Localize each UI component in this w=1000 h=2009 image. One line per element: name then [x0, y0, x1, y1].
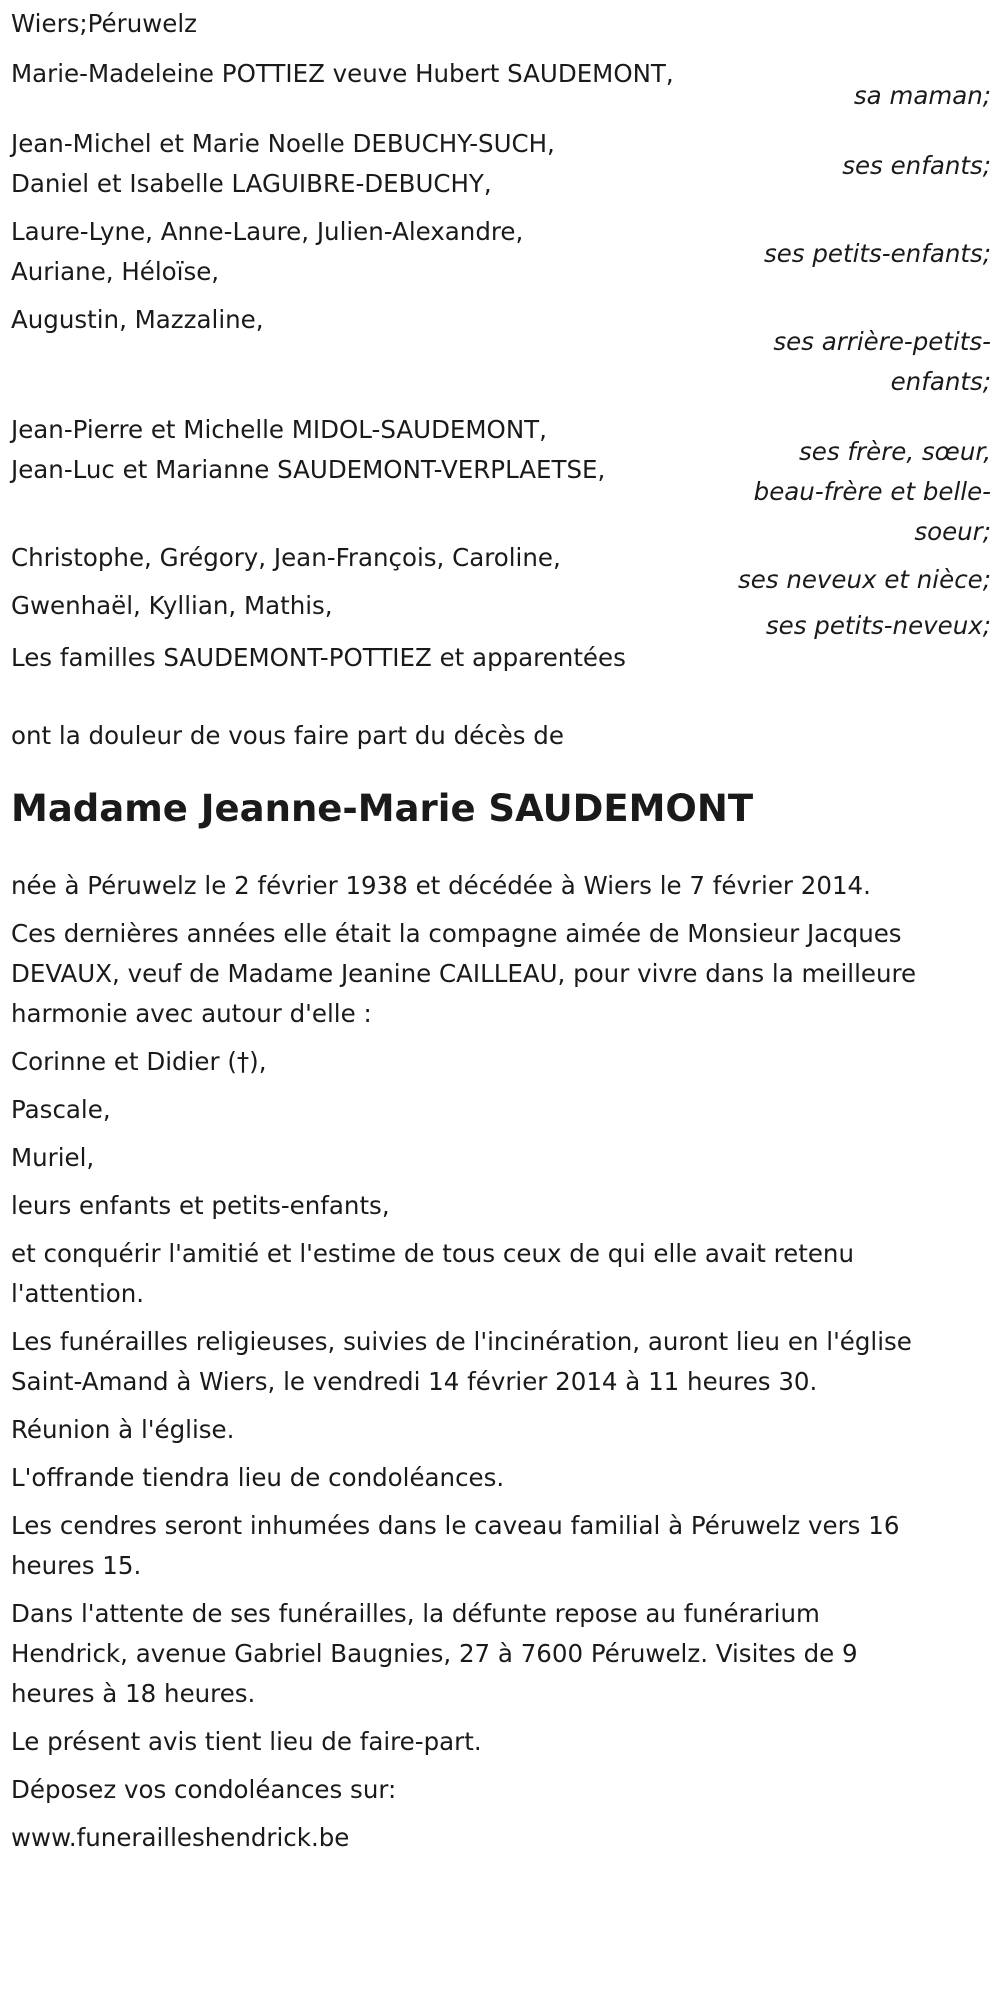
paragraph-line: l'attention.: [11, 1279, 145, 1308]
relation-line: sa maman;: [853, 81, 991, 110]
relation-line: enfants;: [890, 367, 991, 396]
paragraph: [11, 1506, 991, 1586]
paragraph-line: Pascale,: [11, 1095, 111, 1124]
paragraph-line: Les funérailles religieuses, suivies de l'incinération, auront lieu en l'église: [11, 1327, 912, 1356]
paragraph: [11, 1138, 991, 1178]
entry-relation: [854, 54, 991, 116]
relation-line: ses enfants;: [842, 151, 991, 180]
paragraph-line: Corinne et Didier (†),: [11, 1047, 267, 1076]
entry-name-line: Gwenhaël, Kyllian, Mathis,: [11, 591, 333, 620]
paragraph: [11, 1770, 991, 1810]
paragraph-line: Saint-Amand à Wiers, le vendredi 14 février 2014 à 11 heures 30.: [11, 1367, 818, 1396]
relation-line: ses neveux et nièce;: [737, 565, 991, 594]
entry-names: [11, 54, 674, 116]
entry-relation: [731, 300, 991, 402]
families-line: Les familles SAUDEMONT-POTTIEZ et apparentées: [11, 643, 626, 672]
website-link[interactable]: www.funerailleshendrick.be: [11, 1823, 350, 1852]
paragraph-line: harmonie avec autour d'elle :: [11, 999, 372, 1028]
entry-names: [11, 410, 605, 552]
paragraph-line: Les cendres seront inhumées dans le caveau familial à Péruwelz vers 16: [11, 1511, 900, 1540]
paragraph-line: DEVAUX, veuf de Madame Jeanine CAILLEAU, pour vivre dans la meilleure: [11, 959, 917, 988]
paragraph-line: née à Péruwelz le 2 février 1938 et décédée à Wiers le 7 février 2014.: [11, 871, 871, 900]
paragraph: [11, 1722, 991, 1762]
paragraph: [11, 1458, 991, 1498]
paragraph: [11, 1234, 991, 1314]
entry-name-line: Jean-Michel et Marie Noelle DEBUCHY-SUCH,: [11, 129, 555, 158]
paragraph-line: Réunion à l'église.: [11, 1415, 235, 1444]
obituary-notice: [11, 4, 991, 1866]
deceased-name: Madame Jeanne-Marie SAUDEMONT: [11, 787, 754, 830]
paragraph-line: heures 15.: [11, 1551, 142, 1580]
paragraph: [11, 914, 991, 1034]
paragraph-line: Hendrick, avenue Gabriel Baugnies, 27 à 7600 Péruwelz. Visites de 9: [11, 1639, 858, 1668]
relation-line: beau-frère et belle-: [753, 477, 991, 506]
entry-relation: [764, 212, 991, 292]
family-entry: [11, 212, 991, 292]
family-entry: [11, 124, 991, 204]
paragraph-line: Déposez vos condoléances sur:: [11, 1775, 397, 1804]
entry-names: [11, 300, 264, 402]
entry-name-line: Daniel et Isabelle LAGUIBRE-DEBUCHY,: [11, 169, 492, 198]
family-entry: [11, 300, 991, 402]
entry-names: [11, 586, 333, 646]
relation-line: ses arrière-petits-: [773, 327, 991, 356]
intro-line: ont la douleur de vous faire part du décès de: [11, 721, 564, 750]
entry-relation: [766, 606, 991, 646]
relation-line: soeur;: [914, 517, 991, 546]
relation-line: ses frère, sœur,: [799, 437, 991, 466]
paragraph-line: heures à 18 heures.: [11, 1679, 256, 1708]
paragraph: [11, 1042, 991, 1082]
relation-line: ses petits-enfants;: [763, 239, 991, 268]
paragraph-line: et conquérir l'amitié et l'estime de tous ceux de qui elle avait retenu: [11, 1239, 854, 1268]
entry-name-line: Auriane, Héloïse,: [11, 257, 220, 286]
paragraph: [11, 1322, 991, 1402]
paragraph: [11, 1818, 991, 1858]
paragraph: [11, 1410, 991, 1450]
entry-name-line: Augustin, Mazzaline,: [11, 305, 264, 334]
entry-relation: [842, 124, 991, 204]
paragraph-line: L'offrande tiendra lieu de condoléances.: [11, 1463, 505, 1492]
entry-names: [11, 124, 555, 204]
paragraph: [11, 1186, 991, 1226]
family-entry: [11, 410, 991, 552]
paragraph-line: Le présent avis tient lieu de faire-part.: [11, 1727, 482, 1756]
entry-name-line: Marie-Madeleine POTTIEZ veuve Hubert SAUDEMONT,: [11, 59, 674, 88]
paragraph: [11, 1090, 991, 1130]
paragraph-line: Dans l'attente de ses funérailles, la défunte repose au funérarium: [11, 1599, 820, 1628]
entry-name-line: Laure-Lyne, Anne-Laure, Julien-Alexandre,: [11, 217, 524, 246]
entry-relation: [738, 560, 991, 600]
entry-names: [11, 212, 523, 292]
paragraph: [11, 866, 991, 906]
entry-name-line: Jean-Pierre et Michelle MIDOL-SAUDEMONT,: [11, 415, 547, 444]
paragraph: [11, 1594, 991, 1714]
entry-relation: [731, 410, 991, 552]
paragraph-line: leurs enfants et petits-enfants,: [11, 1191, 390, 1220]
entry-name-line: Jean-Luc et Marianne SAUDEMONT-VERPLAETSE,: [11, 455, 606, 484]
paragraph-line: Muriel,: [11, 1143, 95, 1172]
paragraph-line: Ces dernières années elle était la compagne aimée de Monsieur Jacques: [11, 919, 902, 948]
family-entry: [11, 54, 991, 116]
relation-line: ses petits-neveux;: [765, 611, 991, 640]
place-line: Wiers;Péruwelz: [11, 9, 198, 38]
entry-name-line: Christophe, Grégory, Jean-François, Caroline,: [11, 543, 561, 572]
